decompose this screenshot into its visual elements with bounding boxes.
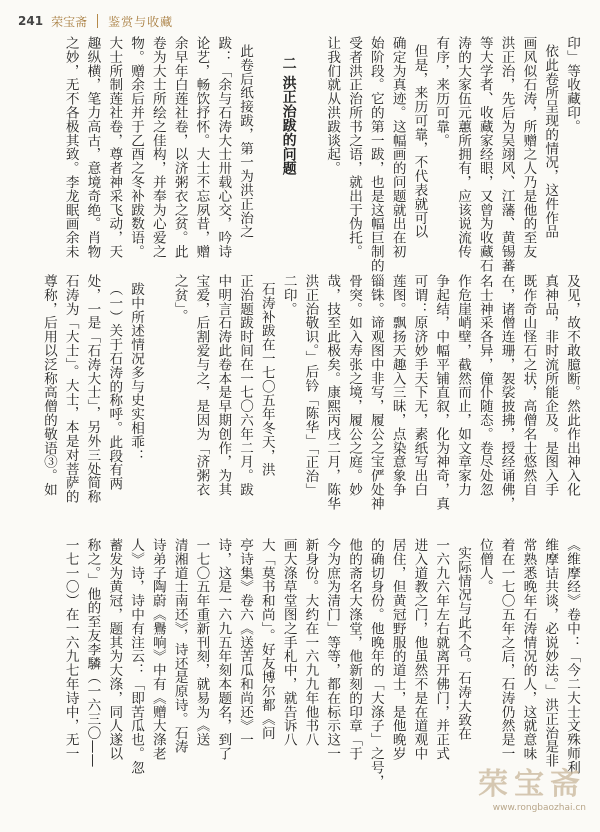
text-column: 争起结，中幅平铺直叙，化为神奇，真 [433,274,450,511]
text-block-middle [18,268,582,568]
text-column: 宝爱，后割爱与之，是因为「济粥衣 [193,274,210,497]
text-column: 《维摩经》卷中：「今二大士文殊师利 [564,538,580,775]
text-column: 受者洪正治所书之语，就出于伪托。 [346,36,363,259]
text-column: 大「莫书和尚」。好友博尔都《问 [258,538,275,740]
text-column: 莲图。飘扬天趣入三昧，点染意象争 [389,274,406,497]
text-column: 跋：「余与石涛大士卅载心交，吟诗 [215,36,232,259]
text-column: 锱铢。谛观图中非写，履公之宝俨处神 [367,274,384,511]
text-column: 诗，这是一六九五年刻本题名，到了 [215,538,232,761]
text-column: 等大学者、收藏家经眼，又曾为收藏石 [476,36,493,273]
text-column: 让我们就从洪跋谈起。 [324,36,341,175]
text-column: 人》诗，诗中有注云：「即苦瓜也。忽 [128,538,145,775]
text-column: 着在一七〇五年之后，石涛仍然是一 [498,538,515,761]
text-column: 余早年白莲社卷，以济粥衣之贫。此 [171,36,188,259]
section-heading: 二 洪正治跋的问题 [280,56,297,176]
text-column: 在，诸僧连珊，袈裟披拂，授经诵佛， [498,274,515,511]
text-column: 论艺，畅饮抒怀。大士不忘夙昔，赠 [193,36,210,259]
text-column: 之贫」。 [171,274,188,323]
text-column: 画风似石涛，所赠之人乃是他的至友 [520,36,537,259]
text-column: 位僧人。 [476,538,493,594]
publication-name: 荣宝斋 [51,14,88,29]
text-column: 卷为大士所绘之佳构，并奉为心爱之 [149,36,166,259]
text-column: 涛的大家伍元蕙所拥有，应该说流传 [455,36,472,259]
text-column: 名士神采各异，僮仆随态。卷尽处忽 [476,274,493,497]
text-column: 之妙，无不各极其致。李龙眠画余未 [62,36,79,259]
text-column: 石涛补跋在一七〇五年冬天，洪 [258,282,275,477]
section-name: 鉴赏与收藏 [108,14,174,29]
text-column: 洪正治敬识。」后钤「陈华」「正治」 [302,274,319,497]
text-column: 正治题跋时间在一七〇六年二月。跋 [237,274,254,497]
text-column: 哉，技至此极矣。康熙丙戌二月，陈华 [324,274,341,511]
page-number: 241 [18,14,44,28]
text-column: 处，一是「石涛大士」，另外三处简称 [84,274,101,504]
text-column: 维摩诘共谈，必说妙法。」洪正治是非 [542,538,559,768]
text-column: 诗弟子陶蔚《鸒响》中有《赠大涤老 [149,538,166,761]
text-column: 的确切身份。他晚年的「大涤子」之号， [367,538,384,789]
text-column: 中明言石涛此卷本是早期创作，为其 [215,274,232,497]
text-column: 称之。」他的至友李驎（一六三〇—— [84,538,101,768]
text-column: 居住，但黄冠野服的道士，是他晚岁 [389,538,406,761]
text-column: 一七〇五年重新刊刻，就易为《送 [193,538,210,747]
text-column: 作危崖峭壁，截然而止，如文章家力 [455,274,472,497]
text-column: 二印。 [280,274,297,316]
text-column: 一六九六年左右就离开佛门，并正式 [433,538,450,761]
text-column: 蓄发为黄冠，题其为大涤，同人遂以 [106,538,123,761]
text-column: 物。赠余后并于乙酉之冬补跋数语。 [128,36,145,259]
text-column: 清湘道士南还》，诗还是原诗。石涛 [171,538,188,754]
article-body [18,30,582,790]
text-column: 大士所制莲社卷，尊者神采飞动，天 [106,36,123,259]
text-column: 一七一〇）在一六九七年诗中，无一 [62,538,79,761]
text-column: 有序，来历可靠。 [433,36,450,148]
text-column: 此卷后纸接跋，第一为洪正治之 [237,44,254,239]
text-column: 今为庶为清门」等等，都在标示这一 [324,538,341,761]
watermark-url: www.rongbaozhai.cn [492,803,586,813]
text-column: 既作奇山怪石之状，高僧名士悠然自 [520,274,537,497]
text-column: 他的斋名大涤堂，他新刻的印章「于 [346,538,363,761]
text-column: 进入道教之门，他虽然不是在道观中 [411,538,428,761]
header-divider [97,14,98,28]
text-column: 尊称，后用以泛称高僧的敬语③。如 [40,274,57,497]
text-column: 印」等收藏印。 [564,36,580,134]
text-column: 跋中所述情况多与史实相乖： [128,282,145,463]
text-column: 石涛为「大士」。大士，本是对菩萨的 [62,274,79,504]
text-column: 趣纵横，笔力高古，意境奇绝。肖物 [84,36,101,259]
text-column: 始阶段。它的第一跋，也是这幅巨制的 [367,36,384,273]
text-column: 常熟悉晚年石涛情况的人，这就意味 [520,538,537,761]
watermark-logo: 荣宝斋 [478,767,586,802]
text-column: 洪正治，先后为吴翊风、江藩、黄锡蕃 [498,36,515,273]
text-column: 可谓：原济妙手天下无，素纸写出白 [411,274,428,497]
text-column: 新身份。大约在一六九九年他书八 [302,538,319,747]
text-column: 依此卷所呈现的情况，这件作品 [542,44,559,239]
text-column: 但是，来历可靠，不代表就可以 [411,44,428,239]
text-column: 亭诗集》卷六《送苦瓜和尚还》一 [237,538,254,747]
text-column: （一）关于石涛的称呼。此段有两 [106,282,123,491]
text-column: 画大涤草堂图之手札中，就告诉八 [280,538,297,747]
column-spacer [146,268,168,568]
text-column: 骨突。如入寿张之境，履公之庭。妙 [346,274,363,497]
text-column: 实际情况与此不合。石涛大致在 [455,546,472,741]
text-column: 确定为真迹。这幅画的问题就出在初 [389,36,406,259]
watermark [478,759,586,813]
text-column: 及见，故不敢臆断。然此作出神入化 [564,274,580,497]
text-column: 真神品，非时流所能企及。是图入手 [542,274,559,497]
